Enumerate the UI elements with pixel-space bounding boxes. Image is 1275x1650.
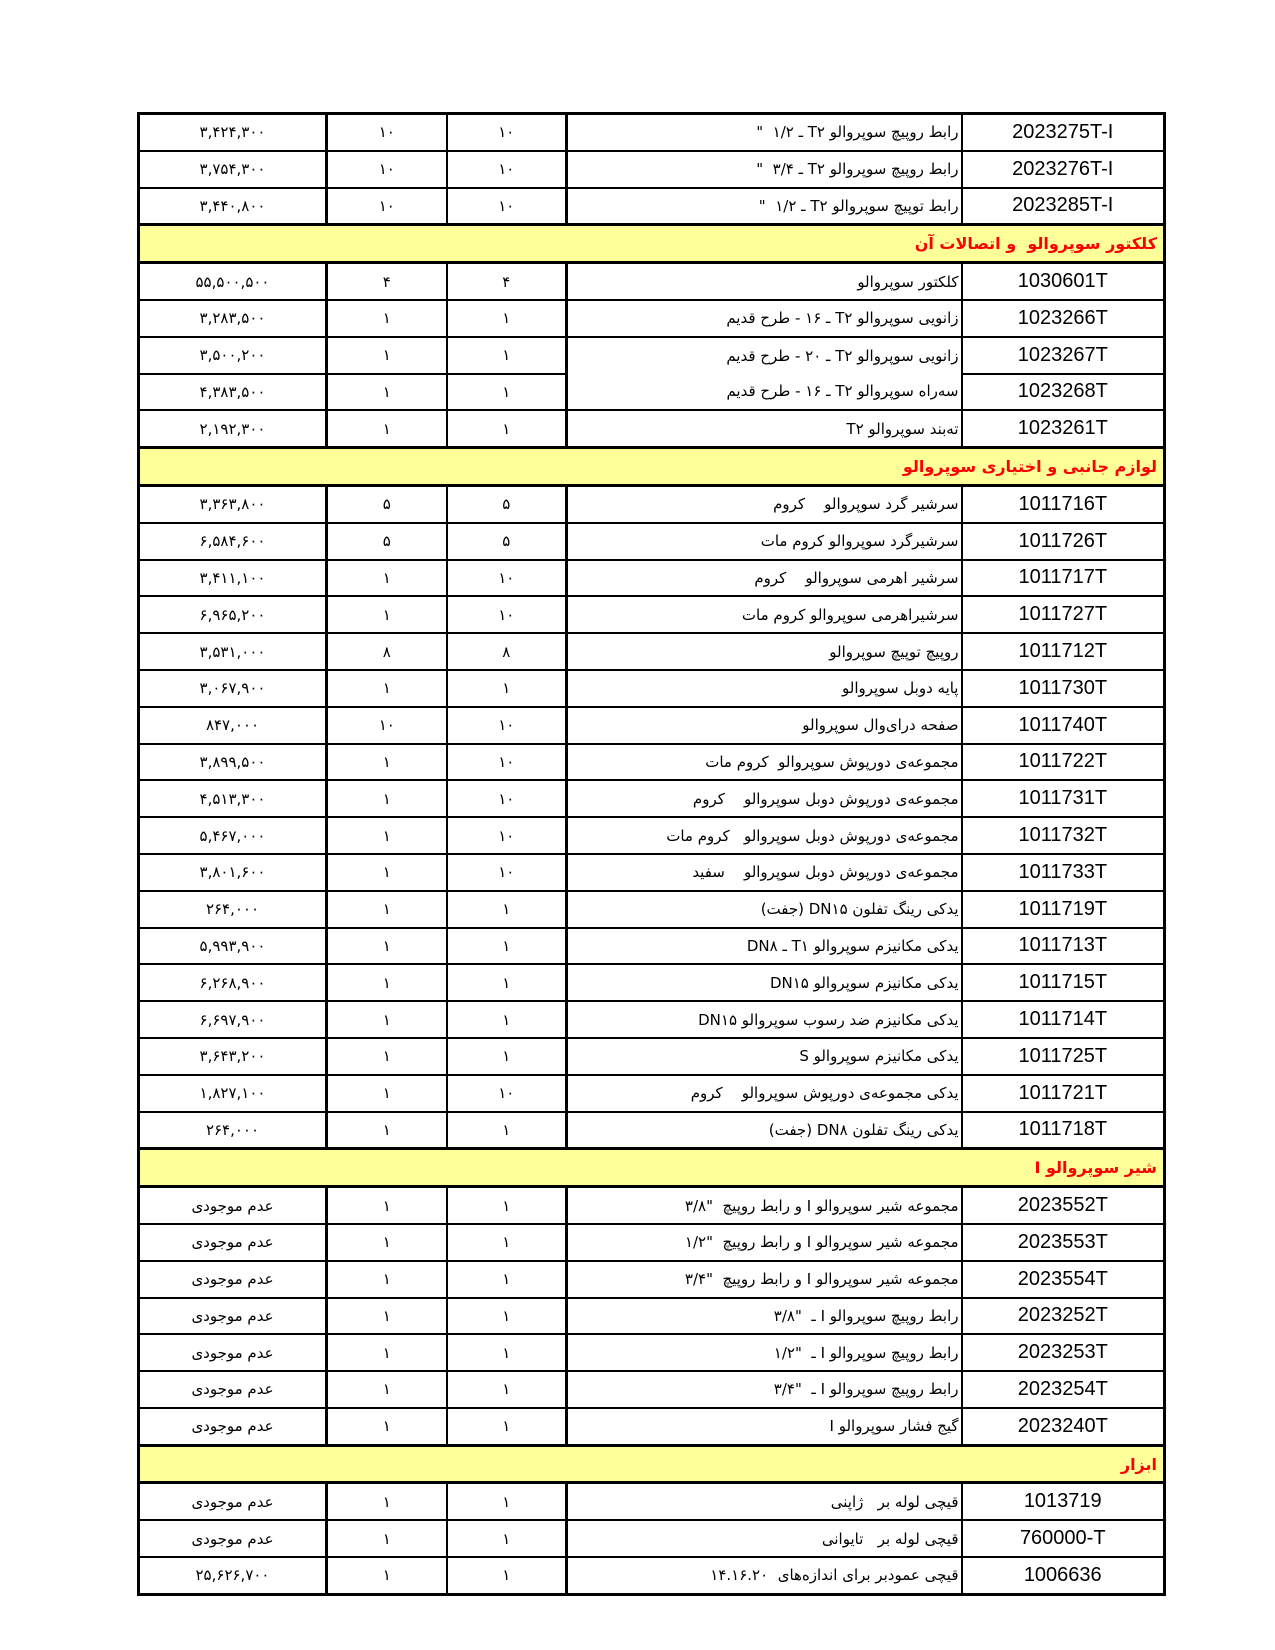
qty-b-cell: ۱ [447,891,567,928]
qty-b-cell: ۱ [447,1001,567,1038]
price-cell: ۴,۳۸۳,۵۰۰ [139,374,327,411]
product-code-cell: 1011714T [962,1001,1165,1038]
qty-a-cell: ۱ [327,670,447,707]
section-header: کلکتور سوپروالو و اتصالات آن [139,225,1165,263]
qty-b-cell: ۱ [447,1112,567,1149]
qty-a-cell: ۱ [327,596,447,633]
product-row [139,1224,1165,1261]
qty-b-cell: ۱ [447,1334,567,1371]
price-cell: ۲۶۴,۰۰۰ [139,1112,327,1149]
qty-a-cell: ۱ [327,1001,447,1038]
product-code-cell: 1011733T [962,854,1165,891]
description-cell: ته‌بند سوپروالو T۲ [567,410,962,447]
qty-a-cell: ۱۰ [327,114,447,151]
product-row [139,1520,1165,1557]
qty-b-cell: ۱ [447,964,567,1001]
price-cell: ۳,۶۴۳,۲۰۰ [139,1038,327,1075]
qty-b-cell: ۸ [447,633,567,670]
product-row [139,1483,1165,1520]
product-row [139,854,1165,891]
product-row [139,928,1165,965]
price-table [137,112,1166,1596]
qty-a-cell: ۱ [327,410,447,447]
product-code-cell: 1023267T [962,337,1165,374]
price-cell: عدم موجودی [139,1298,327,1335]
price-cell: ۳,۲۸۳,۵۰۰ [139,300,327,337]
qty-a-cell: ۱ [327,744,447,781]
product-row [139,263,1165,300]
qty-a-cell: ۱ [327,1483,447,1520]
price-cell: عدم موجودی [139,1483,327,1520]
description-cell: رابط روپیچ سوپروالو I ـ "۳/۸ [567,1298,962,1335]
product-code-cell: 1011721T [962,1075,1165,1112]
product-row [139,1187,1165,1224]
section-header-row [139,1445,1165,1483]
price-cell: ۲,۱۹۲,۳۰۰ [139,410,327,447]
product-code-cell: 1030601T [962,263,1165,300]
description-cell: قیچی لوله بر ژاپنی [567,1483,962,1520]
product-row [139,1038,1165,1075]
product-code-cell: 1023266T [962,300,1165,337]
description-cell: مجموعه‌ی دورپوش دوبل سوپروالو کروم مات [567,817,962,854]
price-cell: عدم موجودی [139,1261,327,1298]
product-row [139,1261,1165,1298]
description-cell: سرشیر اهرمی سوپروالو کروم [567,560,962,597]
price-cell: ۵,۴۶۷,۰۰۰ [139,817,327,854]
product-row [139,1557,1165,1594]
qty-a-cell: ۱ [327,817,447,854]
product-code-cell: 1011730T [962,670,1165,707]
price-cell: ۳,۳۶۳,۸۰۰ [139,485,327,522]
description-cell: یدکی مکانیزم سوپروالو T۱ ـ DN۸ [567,928,962,965]
qty-a-cell: ۱ [327,964,447,1001]
product-code-cell: 2023254T [962,1371,1165,1408]
product-row [139,560,1165,597]
description-cell: زانویی سوپروالو T۲ ـ ۱۶ - طرح قدیم [567,300,962,337]
product-code-cell: 1011713T [962,928,1165,965]
product-code-cell: 1011727T [962,596,1165,633]
product-row [139,707,1165,744]
section-header: ابزار [139,1445,1165,1483]
description-cell: زانویی سوپروالو T۲ ـ ۲۰ - طرح قدیم [567,337,962,374]
qty-a-cell: ۱ [327,560,447,597]
product-row [139,1298,1165,1335]
description-cell: پایه دوبل سوپروالو [567,670,962,707]
qty-b-cell: ۱ [447,1187,567,1224]
section-header-row [139,225,1165,263]
product-row [139,1371,1165,1408]
price-cell: عدم موجودی [139,1520,327,1557]
description-cell: گیج فشار سوپروالو I [567,1408,962,1445]
qty-a-cell: ۱ [327,1075,447,1112]
price-cell: ۳,۰۶۷,۹۰۰ [139,670,327,707]
product-row [139,1075,1165,1112]
product-code-cell: 1011718T [962,1112,1165,1149]
product-row [139,300,1165,337]
qty-a-cell: ۴ [327,263,447,300]
qty-b-cell: ۱۰ [447,854,567,891]
price-cell: ۳,۷۵۴,۳۰۰ [139,151,327,188]
product-code-cell: 1011731T [962,780,1165,817]
description-cell: کلکتور سوپروالو [567,263,962,300]
description-cell: سرشیر گرد سوپروالو کروم [567,485,962,522]
product-row [139,596,1165,633]
product-code-cell: 1011717T [962,560,1165,597]
qty-a-cell: ۱ [327,374,447,411]
qty-b-cell: ۱ [447,1557,567,1594]
description-cell: مجموعه شیر سوپروالو I و رابط روپیچ "۱/۲ [567,1224,962,1261]
price-cell: عدم موجودی [139,1408,327,1445]
section-header-row [139,448,1165,486]
qty-b-cell: ۱ [447,1408,567,1445]
qty-b-cell: ۱۰ [447,707,567,744]
qty-a-cell: ۱ [327,1334,447,1371]
qty-a-cell: ۱ [327,854,447,891]
qty-a-cell: ۱ [327,337,447,374]
qty-b-cell: ۱۰ [447,817,567,854]
product-code-cell: 1023268T [962,374,1165,411]
description-cell: قیچی عمودبر برای اندازه‌های ۱۴.۱۶.۲۰ [567,1557,962,1594]
qty-b-cell: ۱ [447,1371,567,1408]
qty-a-cell: ۱ [327,1298,447,1335]
description-cell: مجموعه‌ی دورپوش دوبل سوپروالو سفید [567,854,962,891]
qty-b-cell: ۱۰ [447,114,567,151]
product-row [139,337,1165,374]
qty-b-cell: ۱ [447,1483,567,1520]
product-code-cell: 1023261T [962,410,1165,447]
qty-b-cell: ۱۰ [447,151,567,188]
description-cell: صفحه درای‌وال سوپروالو [567,707,962,744]
description-cell: مجموعه شیر سوپروالو I و رابط روپیچ "۳/۸ [567,1187,962,1224]
product-code-cell: 1011740T [962,707,1165,744]
qty-b-cell: ۱۰ [447,560,567,597]
product-code-cell: 760000-T [962,1520,1165,1557]
product-code-cell: 2023553T [962,1224,1165,1261]
qty-b-cell: ۱۰ [447,780,567,817]
price-cell: ۳,۴۱۱,۱۰۰ [139,560,327,597]
product-code-cell: 2023240T [962,1408,1165,1445]
qty-a-cell: ۱ [327,300,447,337]
qty-a-cell: ۵ [327,485,447,522]
product-row [139,891,1165,928]
price-cell: ۳,۴۲۴,۳۰۰ [139,114,327,151]
product-code-cell: 1011732T [962,817,1165,854]
product-row [139,670,1165,707]
qty-b-cell: ۱۰ [447,744,567,781]
description-cell: مجموعه شیر سوپروالو I و رابط روپیچ "۳/۴ [567,1261,962,1298]
product-row [139,410,1165,447]
qty-b-cell: ۱۰ [447,596,567,633]
qty-b-cell: ۵ [447,523,567,560]
description-cell: مجموعه‌ی دورپوش سوپروالو کروم مات [567,744,962,781]
price-cell: ۶,۵۸۴,۶۰۰ [139,523,327,560]
qty-b-cell: ۱ [447,1261,567,1298]
product-row [139,151,1165,188]
price-cell: عدم موجودی [139,1371,327,1408]
qty-a-cell: ۱ [327,1261,447,1298]
price-cell: عدم موجودی [139,1187,327,1224]
qty-b-cell: ۱ [447,337,567,374]
price-cell: ۲۵,۶۲۶,۷۰۰ [139,1557,327,1594]
price-cell: ۶,۹۶۵,۲۰۰ [139,596,327,633]
price-cell: عدم موجودی [139,1224,327,1261]
price-cell: ۳,۵۳۱,۰۰۰ [139,633,327,670]
product-row [139,1112,1165,1149]
description-cell: رابط روپیچ سوپروالو T۲ ـ ۳/۴ " [567,151,962,188]
price-cell: ۴,۵۱۳,۳۰۰ [139,780,327,817]
product-code-cell: 1011715T [962,964,1165,1001]
product-code-cell: 2023552T [962,1187,1165,1224]
qty-a-cell: ۱ [327,1408,447,1445]
qty-a-cell: ۱ [327,780,447,817]
qty-a-cell: ۱ [327,1038,447,1075]
price-cell: ۳,۸۰۱,۶۰۰ [139,854,327,891]
qty-b-cell: ۱ [447,1038,567,1075]
qty-b-cell: ۵ [447,485,567,522]
product-code-cell: 1006636 [962,1557,1165,1594]
qty-b-cell: ۱ [447,374,567,411]
qty-b-cell: ۱۰ [447,188,567,225]
description-cell: روپیچ توپیچ سوپروالو [567,633,962,670]
product-row [139,485,1165,522]
description-cell: یدکی مکانیزم ضد رسوب سوپروالو DN۱۵ [567,1001,962,1038]
qty-b-cell: ۱ [447,670,567,707]
qty-a-cell: ۱ [327,1224,447,1261]
section-header: شیر سوپروالو I [139,1149,1165,1187]
product-row [139,780,1165,817]
description-cell: یدکی مجموعه‌ی دورپوش سوپروالو کروم [567,1075,962,1112]
price-cell: ۸۴۷,۰۰۰ [139,707,327,744]
product-row [139,374,1165,411]
price-cell: ۵,۹۹۳,۹۰۰ [139,928,327,965]
section-header: لوازم جانبی و اختیاری سوپروالو [139,448,1165,486]
qty-a-cell: ۱۰ [327,188,447,225]
product-code-cell: 2023276T-I [962,151,1165,188]
product-row [139,114,1165,151]
product-row [139,1001,1165,1038]
price-cell: ۲۶۴,۰۰۰ [139,891,327,928]
product-row [139,1408,1165,1445]
qty-a-cell: ۱ [327,1371,447,1408]
qty-a-cell: ۱ [327,891,447,928]
product-code-cell: 1011725T [962,1038,1165,1075]
product-row [139,817,1165,854]
qty-b-cell: ۱ [447,1520,567,1557]
description-cell: رابط روپیچ سوپروالو T۲ ـ ۱/۲ " [567,114,962,151]
price-cell: ۶,۶۹۷,۹۰۰ [139,1001,327,1038]
product-code-cell: 2023275T-I [962,114,1165,151]
description-cell: قیچی لوله بر تایوانی [567,1520,962,1557]
qty-b-cell: ۴ [447,263,567,300]
product-row [139,523,1165,560]
qty-a-cell: ۱ [327,1520,447,1557]
qty-b-cell: ۱ [447,410,567,447]
description-cell: یدکی رینگ تفلون DN۱۵ (جفت) [567,891,962,928]
qty-a-cell: ۵ [327,523,447,560]
product-row [139,188,1165,225]
description-cell: یدکی مکانیزم سوپروالو DN۱۵ [567,964,962,1001]
price-cell: ۳,۵۰۰,۲۰۰ [139,337,327,374]
description-cell: مجموعه‌ی دورپوش دوبل سوپروالو کروم [567,780,962,817]
product-code-cell: 2023554T [962,1261,1165,1298]
price-cell: ۳,۸۹۹,۵۰۰ [139,744,327,781]
section-header-row [139,1149,1165,1187]
qty-a-cell: ۱ [327,1112,447,1149]
qty-a-cell: ۱ [327,1187,447,1224]
product-row [139,1334,1165,1371]
price-cell: ۱,۸۲۷,۱۰۰ [139,1075,327,1112]
description-cell: رابط توپیچ سوپروالو T۲ ـ ۱/۲ " [567,188,962,225]
description-cell: سه‌راه سوپروالو T۲ ـ ۱۶ - طرح قدیم [567,374,962,411]
price-cell: ۶,۲۶۸,۹۰۰ [139,964,327,1001]
qty-b-cell: ۱۰ [447,1075,567,1112]
qty-a-cell: ۱۰ [327,151,447,188]
product-row [139,744,1165,781]
qty-a-cell: ۱ [327,1557,447,1594]
price-cell: ۳,۴۴۰,۸۰۰ [139,188,327,225]
description-cell: رابط روپیچ سوپروالو I ـ "۳/۴ [567,1371,962,1408]
qty-b-cell: ۱ [447,300,567,337]
product-row [139,633,1165,670]
product-code-cell: 1013719 [962,1483,1165,1520]
description-cell: رابط روپیچ سوپروالو I ـ "۱/۲ [567,1334,962,1371]
product-code-cell: 2023252T [962,1298,1165,1335]
product-code-cell: 1011726T [962,523,1165,560]
qty-b-cell: ۱ [447,1298,567,1335]
description-cell: سرشیراهرمی سوپروالو کروم مات [567,596,962,633]
qty-a-cell: ۱۰ [327,707,447,744]
product-code-cell: 2023253T [962,1334,1165,1371]
description-cell: سرشیرگرد سوپروالو کروم مات [567,523,962,560]
product-code-cell: 1011719T [962,891,1165,928]
description-cell: یدکی رینگ تفلون DN۸ (جفت) [567,1112,962,1149]
description-cell: یدکی مکانیزم سوپروالو S [567,1038,962,1075]
product-code-cell: 1011712T [962,633,1165,670]
qty-b-cell: ۱ [447,928,567,965]
qty-b-cell: ۱ [447,1224,567,1261]
price-cell: عدم موجودی [139,1334,327,1371]
qty-a-cell: ۸ [327,633,447,670]
price-cell: ۵۵,۵۰۰,۵۰۰ [139,263,327,300]
product-row [139,964,1165,1001]
product-code-cell: 2023285T-I [962,188,1165,225]
product-code-cell: 1011722T [962,744,1165,781]
product-code-cell: 1011716T [962,485,1165,522]
qty-a-cell: ۱ [327,928,447,965]
